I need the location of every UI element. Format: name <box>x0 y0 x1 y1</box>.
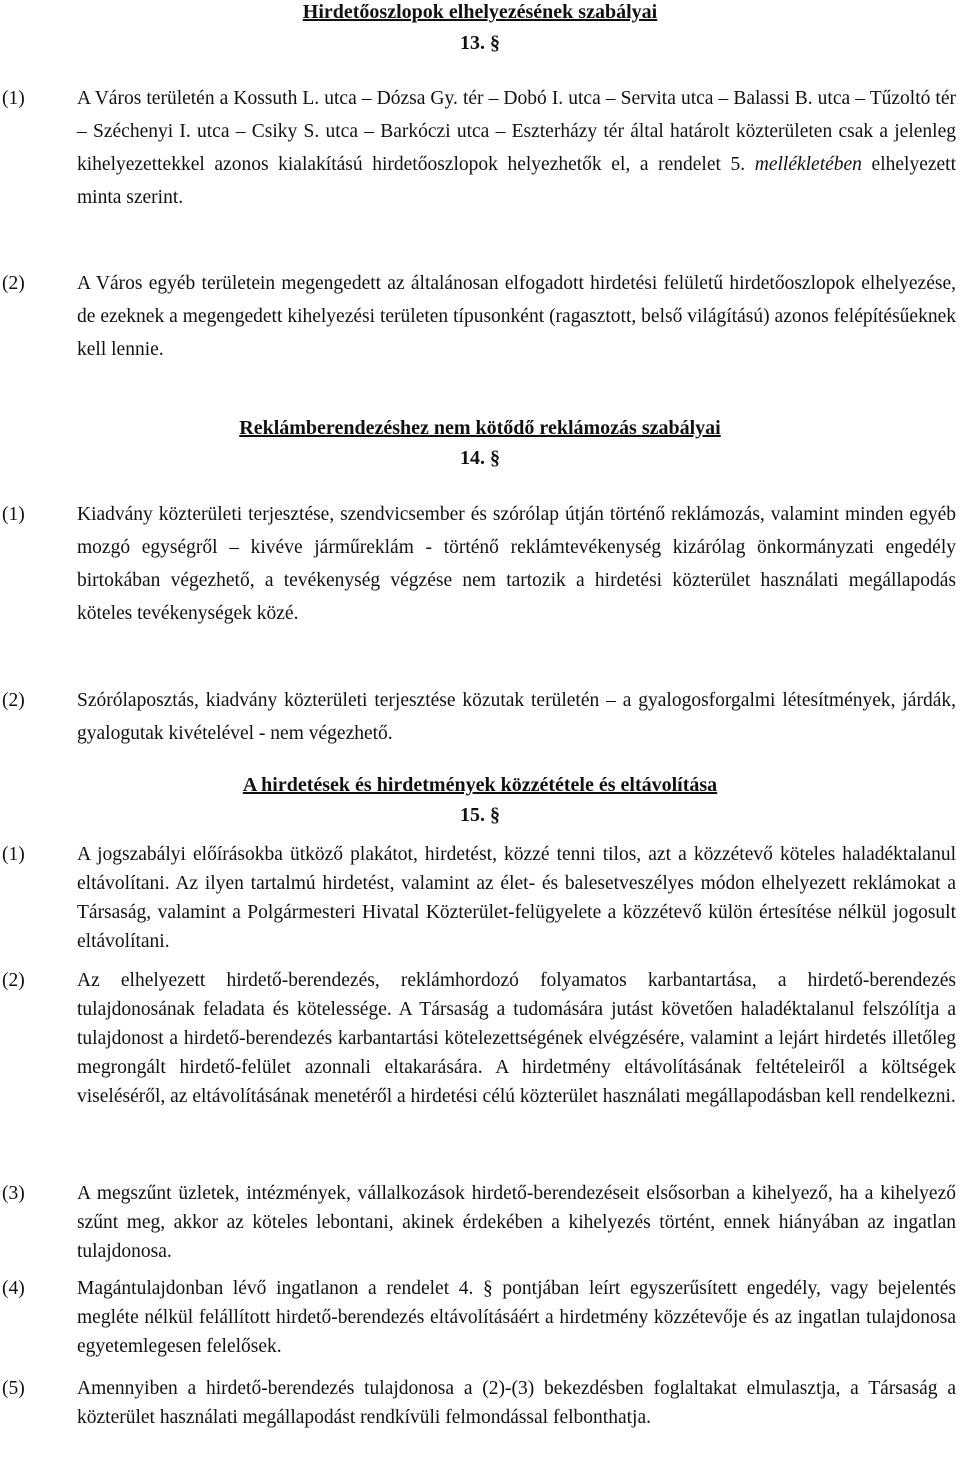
section-15-number: 15. § <box>460 804 500 826</box>
paragraph-text: Magántulajdonban lévő ingatlanon a rendelet 4. § pontjában leírt egyszerűsített engedély, vagy bejelentés megléte nélkül felállított hirdető-berendezés eltávolításáért a hirdetmény közzétevője és az ingatlan tulajdonosa egyetemlegesen felelősek. <box>77 1278 956 1357</box>
paragraph-text: A jogszabályi előírásokba ütköző plakátot, hirdetést, közzé tenni tilos, azt a közzétevő köteles haladéktalanul eltávolítani. Az ilyen tartalmú hirdetést, valamint az élet- és balesetveszélyes módon elhelyezett reklámokat a Társaság, valamint a Polgármesteri Hivatal Közterület-felügyelete a közzétevő külön értesítése nélkül jogosult eltávolítani. <box>77 844 956 952</box>
section-15-title: A hirdetések és hirdetmények közzététele és eltávolítása <box>242 774 718 796</box>
paragraph-text: A Város egyéb területein megengedett az általánosan elfogadott hirdetési felületű hirdetőoszlopok elhelyezése, de ezeknek a megengedett kihelyezési területen típusonként (ragasztott, belső világítású) azonos felépítésűeknek kell lennie. <box>77 273 956 360</box>
section-13-number: 13. § <box>460 32 500 54</box>
paragraph-text: Szórólaposztás, kiadvány közterületi terjesztése közutak területén – a gyalogosforgalmi létesítmények, járdák, gyalogutak kivételével - nem végezhető. <box>77 690 956 744</box>
paragraph-number: (1) <box>2 844 25 865</box>
paragraph-number: (2) <box>2 273 25 294</box>
paragraph-text: Kiadvány közterületi terjesztése, szendvicsember és szórólap útján történő reklámozás, valamint minden egyéb mozgó egységről – kivéve járműreklám - történő reklámtevékenység kizárólag önkormányzati engedély birtokában végezhető, a tevékenység végzése nem tartozik a hirdetési közterület használati megállapodás köteles tevékenységek közé. <box>77 504 956 624</box>
paragraph-text <box>77 82 956 214</box>
paragraph-number: (5) <box>2 1378 25 1399</box>
section-14-title: Reklámberendezéshez nem kötődő reklámozás szabályai <box>239 417 721 439</box>
paragraph-number: (2) <box>2 690 25 711</box>
paragraph-number: (2) <box>2 970 25 991</box>
paragraph-number: (4) <box>2 1278 25 1299</box>
paragraph-text-part: A Város területén a Kossuth L. utca – Dózsa Gy. tér – Dobó I. utca – Servita utca – Balassi B. utca – Tűzoltó tér – Széchenyi I. utca – Csiky S. utca – Barkóczi utca – Eszterházy tér által határolt közterületen csak a jelenleg kihelyezettekkel azonos kialakítású hirdetőoszlopok helyezhetők el, a rendelet 5. <box>77 88 956 175</box>
paragraph-number: (1) <box>2 88 25 109</box>
paragraph-number: (3) <box>2 1183 25 1204</box>
paragraph-text: Amennyiben a hirdető-berendezés tulajdonosa a (2)-(3) bekezdésben foglaltakat elmulasztja, a Társaság a közterület használati megállapodást rendkívüli felmondással felbonthatja. <box>77 1378 956 1428</box>
paragraph-text: A megszűnt üzletek, intézmények, vállalkozások hirdető-berendezéseit elsősorban a kihelyező, ha a kihelyező szűnt meg, akkor az köteles lebontani, akinek érdekében a kihelyezés történt, ennek hiányában az ingatlan tulajdonosa. <box>77 1183 956 1262</box>
paragraph-text: Az elhelyezett hirdető-berendezés, reklámhordozó folyamatos karbantartása, a hirdető-berendezés tulajdonosának feladata és kötelessége. A Társaság a tudomására jutást követően haladéktalanul felszólítja a tulajdonost a hirdető-berendezés karbantartási kötelezettségének elvégzésére, valamint a lejárt hirdetés illetőleg megrongált hirdető-felület azonnali eltakarására. A hirdetmény eltávolításának feltételeiről a költségek viseléséről, az eltávolításának menetéről a hirdetési célú közterület használati megállapodásban kell rendelkezni. <box>77 970 956 1107</box>
paragraph-text-part: elhelyezett minta szerint. <box>77 154 956 208</box>
annex-reference: mellékletében <box>754 154 862 175</box>
section-13-title: Hirdetőoszlopok elhelyezésének szabályai <box>302 1 658 23</box>
paragraph-number: (1) <box>2 504 25 525</box>
section-14-number: 14. § <box>460 447 500 469</box>
